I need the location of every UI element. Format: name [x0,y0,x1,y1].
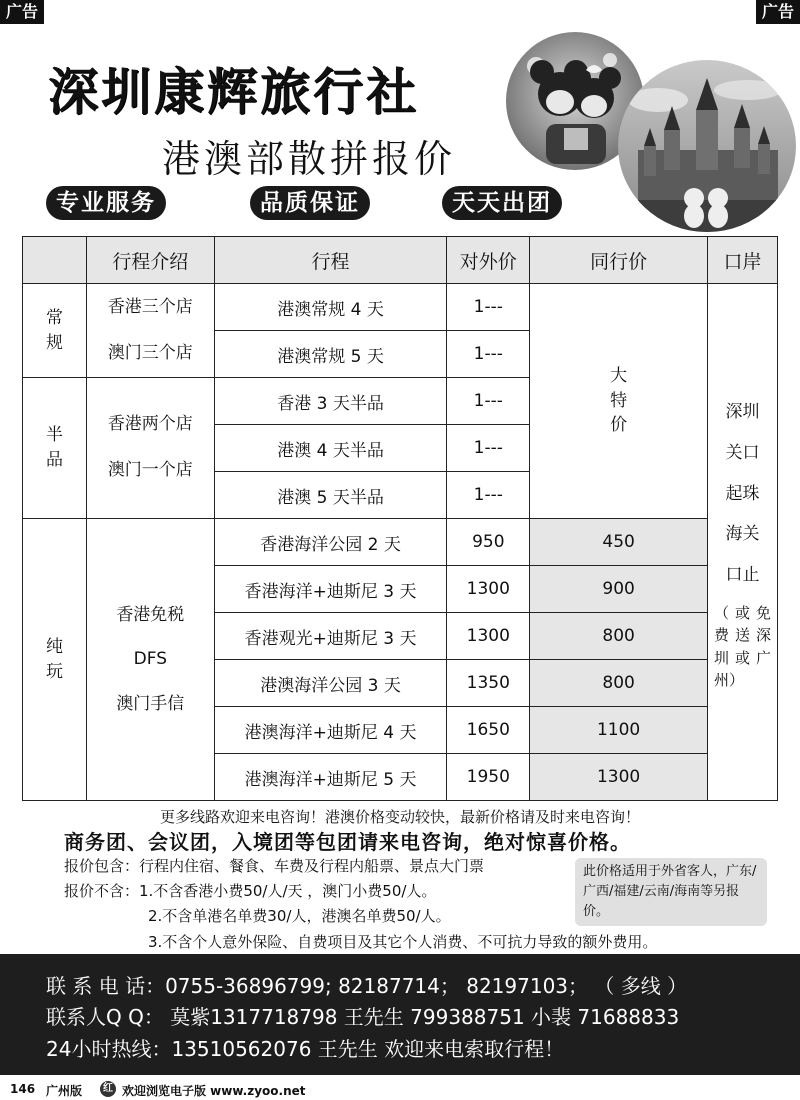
company-name: 深圳康辉旅行社 [48,63,419,121]
shop-item: 澳门手信 [116,693,185,714]
price-excludes-3: 3.不含个人意外保险、自费项目及其它个人消费、不可抗力导致的额外费用。 [148,933,658,951]
table-row [23,284,778,331]
route-cell: 香港海洋公园 2 天 [214,519,447,566]
route-cell: 港澳海洋+迪斯尼 5 天 [214,754,447,801]
disney-castle-photo [618,60,796,232]
shop-item: 香港两个店 [107,414,193,435]
public-price-cell: 1--- [447,284,530,331]
route-cell: 香港海洋+迪斯尼 3 天 [214,566,447,613]
public-price-cell: 1300 [447,613,530,660]
route-cell: 香港观光+迪斯尼 3 天 [214,613,447,660]
header-itinerary: 行程 [214,237,447,284]
price-table [22,236,778,801]
shop-item: 澳门三个店 [107,342,193,363]
public-price-cell: 1350 [447,660,530,707]
port-cell [707,284,777,801]
price-excludes-1: 报价不含：1.不含香港小费50/人/天 ，澳门小费50/人。 [64,882,437,900]
peer-price-cell: 900 [530,566,708,613]
page-number: 146 [10,1082,36,1096]
peer-price-cell: 1100 [530,707,708,754]
page-subtitle: 港澳部散拼报价 [162,137,457,181]
badge-daily-departure: 天天出团 [442,186,562,220]
header-public-price: 对外价 [447,237,530,284]
route-cell: 港澳海洋公园 3 天 [214,660,447,707]
badge-quality-guarantee: 品质保证 [250,186,370,220]
group-tour-line: 商务团、会议团，入境团等包团请来电咨询，绝对惊喜价格。 [64,830,631,854]
contact-panel [0,954,800,1075]
table-row [23,519,778,566]
special-price-cell: 大特价 [530,284,708,519]
shop-item: DFS [133,649,167,670]
page-footer [0,1078,800,1100]
contact-hotline: 24小时热线：13510562076 王先生 欢迎来电索取行程！ [46,1037,565,1061]
applies-note-box: 此价格适用于外省客人，广东/广西/福建/云南/海南等另报价。 [575,858,767,926]
category-pure: 纯玩 [23,519,87,801]
public-price-cell: 1950 [447,754,530,801]
header-port: 口岸 [707,237,777,284]
price-includes: 报价包含：行程内住宿、餐食、车费及行程内船票、景点大门票 [64,857,485,875]
website-link[interactable]: 欢迎浏览电子版 www.zyoo.net [122,1084,306,1098]
route-cell: 港澳海洋+迪斯尼 4 天 [214,707,447,754]
edition-label: 广州版 [46,1084,83,1098]
category-regular: 常规 [23,284,87,378]
public-price-cell: 1--- [447,425,530,472]
peer-price-cell: 800 [530,660,708,707]
public-price-cell: 1--- [447,378,530,425]
shop-item: 香港免税 [116,605,185,626]
route-cell: 港澳常规 4 天 [214,284,447,331]
header-itinerary-intro: 行程介绍 [86,237,214,284]
category-half: 半品 [23,378,87,519]
contact-qq: 联系人Q Q： 莫紫1317718798 王先生 799388751 小裴 71688833 [46,1005,680,1029]
header-blank [23,237,87,284]
route-cell: 港澳常规 5 天 [214,331,447,378]
peer-price-cell: 1300 [530,754,708,801]
public-price-cell: 1650 [447,707,530,754]
public-price-cell: 950 [447,519,530,566]
peer-price-cell: 450 [530,519,708,566]
public-price-cell: 1300 [447,566,530,613]
port-note: （或免费送深圳或广州） [713,603,771,690]
price-excludes-2: 2.不含单港名单费30/人，港澳名单费50/人。 [148,907,451,925]
badge-professional-service: 专业服务 [46,186,166,220]
shops-half [86,378,214,519]
route-cell: 港澳 5 天半品 [214,472,447,519]
route-cell: 香港 3 天半品 [214,378,447,425]
port-text: 深圳关口起珠海关口止 [725,402,760,586]
table-header-row [23,237,778,284]
shop-item: 香港三个店 [107,296,193,317]
shops-pure [86,519,214,801]
ad-tag-right: 广告 [756,0,800,24]
route-cell: 港澳 4 天半品 [214,425,447,472]
shops-regular [86,284,214,378]
peer-price-cell: 800 [530,613,708,660]
public-price-cell: 1--- [447,472,530,519]
ad-tag-left: 广告 [0,0,44,24]
magazine-logo-icon: 红 [100,1081,116,1097]
consult-notice: 更多线路欢迎来电咨询！港澳价格变动较快，最新价格请及时来电咨询！ [159,808,640,826]
header-peer-price: 同行价 [530,237,708,284]
public-price-cell: 1--- [447,331,530,378]
contact-phone: 联 系 电 话：0755-36896799; 82187714； 82197103； （ 多线 ） [46,974,688,998]
shop-item: 澳门一个店 [107,460,193,480]
